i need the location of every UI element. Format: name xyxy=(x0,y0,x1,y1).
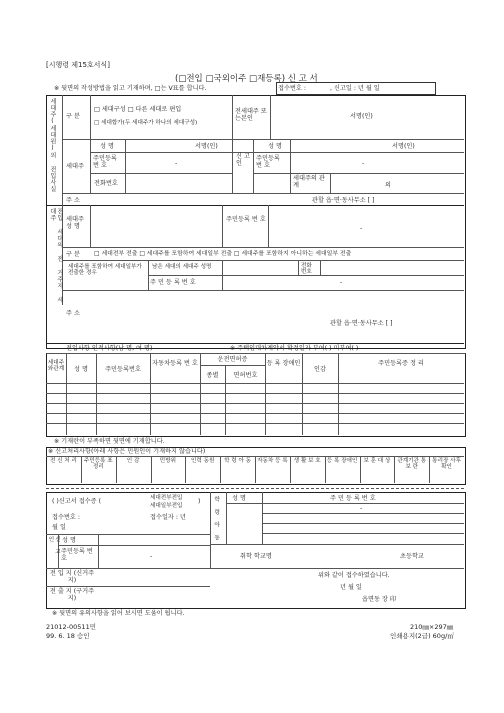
relation-label: 세대주의 관계 xyxy=(293,175,325,190)
col-seal: 인감 xyxy=(314,366,326,373)
official-seal: 읍면동 장 印 xyxy=(362,596,397,603)
reporter-signature[interactable]: 서명(인) xyxy=(392,143,415,150)
division-label: 구 분 xyxy=(66,113,80,120)
receipt-date-label: 접수일자 : 년 xyxy=(150,514,186,521)
receipt-number-label: 접수번호 : xyxy=(278,85,306,92)
old-address-label: 전 출 지 (구거주지) xyxy=(49,588,95,603)
school-child-side-label: 학 령 아 동 xyxy=(212,496,219,541)
col-name: 성 명 xyxy=(74,366,88,373)
col-rrn: 주민등록번호 xyxy=(105,366,141,373)
receipt-date: 년 월 일 xyxy=(340,584,362,591)
processing-col: 보 훈 대 상 xyxy=(363,458,391,464)
col-id-card: 주민등록증 정 리 xyxy=(378,360,424,367)
processing-col: 생 활 보 호 xyxy=(293,458,321,464)
form-number: [시행령 제15호서식] xyxy=(46,61,110,69)
prev-rrn-dash: - xyxy=(360,225,363,232)
reporter-label: 신 고 인 xyxy=(236,153,250,168)
footer-size: 210㎜×297㎜ xyxy=(410,623,454,631)
members-count: 전입사항 인적사항(남 명, 여 명) xyxy=(66,345,153,352)
processing-col: 주민등록 표 정리 xyxy=(83,458,113,471)
lease-note: ※ 주택임대차계약서 확정일자 부여( ) 미부여( ) xyxy=(230,345,359,352)
receipt-box xyxy=(276,82,436,95)
remaining-rrn-label: 주 민 등 록 번 호 xyxy=(150,279,196,286)
footer-code: 21012-00511민 xyxy=(46,623,96,631)
processing-col: 전 신 처 리 xyxy=(49,458,77,464)
processing-col: 등 록 장애인 xyxy=(326,458,358,464)
col-vehicle: 자동차등록 번 호 xyxy=(152,360,198,367)
processing-col: 학 령 아 동 xyxy=(224,458,252,464)
receipt-name-label: 성 명 xyxy=(62,537,76,544)
reporter-rrn-dash: - xyxy=(362,160,365,167)
receipt-rrn-label: 주민등록 번 호 xyxy=(61,548,93,563)
head-rrn-label: 주민등록 번 호 xyxy=(93,155,117,170)
insufficient-space-note: ※ 기재란이 부족하면 뒷면에 기재합니다. xyxy=(54,438,165,445)
receipt-bracket: ) xyxy=(198,498,201,505)
cut-line xyxy=(46,488,464,489)
office-label[interactable]: 관할 읍·면·동사무소 [ ] xyxy=(312,197,375,204)
new-address-label: 전 입 지 (신거주지) xyxy=(49,570,95,585)
prev-division-options[interactable]: □ 세대전부 전출 □ 세대주를 포함하여 세대일부 전출 □ 세대주를 포함하지 아니하는 세대일부 전출 xyxy=(94,251,352,257)
head-signature[interactable]: 서명(인) xyxy=(195,143,218,150)
child-rrn-dash: - xyxy=(360,505,363,512)
receipt-month-day: 월 일 xyxy=(52,524,66,531)
prev-division-label: 구 분 xyxy=(66,251,80,258)
footer-note: ※ 뒷면의 유의사항을 읽어 보시면 도움이 됩니다. xyxy=(52,610,185,617)
processing-col: 인 감 xyxy=(126,458,140,464)
receipt-confirm: 위와 같이 접수하였습니다. xyxy=(318,572,390,579)
remaining-head-label: 남은 세대의 세대주 성명 xyxy=(152,264,212,270)
side-label-new-residence: 세대주(세대원)의 전입사실 xyxy=(48,98,56,192)
processing-title: ※ 신고처리사항(아래 사항은 민원인이 기재하지 않습니다) xyxy=(48,448,206,455)
phone-label: 전화번호 xyxy=(94,180,118,187)
col-license: 운전면허증 xyxy=(217,356,248,363)
col-disabled: 등 록 장애인 xyxy=(266,360,301,367)
col-relation: 세대주와관계 xyxy=(47,360,65,373)
partial-move-case-label: 세대주를 포함하여 세대일부가 전출한 경우 xyxy=(68,264,142,277)
household-option-make[interactable]: □ 세대구성 □ 다른 세대로 편입 xyxy=(94,106,182,113)
receipt-slip xyxy=(46,492,466,609)
instruction-note: ※ 뒷면의 작성방법을 읽고 기재하며, □는 V표를 합니다. xyxy=(54,85,207,92)
prev-head-name-label: 세대주 성 명 xyxy=(66,216,84,231)
remaining-rrn-dash: - xyxy=(340,279,343,286)
school-name-label: 취학 학교명 xyxy=(240,553,272,560)
footer-approval: 99. 6. 18 승인 xyxy=(46,632,90,640)
report-date-label: , 신고일 : 년 월 일 xyxy=(330,85,380,92)
footer-paper: 인쇄용지(2급) 60g/㎡ xyxy=(390,632,454,640)
address-label: 주 소 xyxy=(66,197,80,204)
signature-field[interactable]: 서명(인) xyxy=(350,113,373,120)
head-rrn-dash: - xyxy=(175,160,178,167)
prev-rrn-label: 주민등록 번 호 xyxy=(226,216,266,223)
prev-head-label: 전세대주 또는본인 xyxy=(235,108,267,123)
col-license-type: 종별 xyxy=(206,372,219,379)
relation-value[interactable]: 의 xyxy=(385,182,391,189)
side-label-prev-residence: 전입 세대의 전 거주지 세대주 xyxy=(48,208,63,303)
prev-address-label: 주 소 xyxy=(66,310,80,317)
school-type: 초등학교 xyxy=(400,553,424,560)
prev-office-label[interactable]: 관할 읍·면·동사무소 [ ] xyxy=(330,320,393,327)
col-license-no: 면허번호 xyxy=(233,372,258,379)
head-name-label: 성 명 xyxy=(100,143,114,150)
reporter-name-label: 성 명 xyxy=(268,143,282,150)
receipt-no-label: 접수번호 : xyxy=(52,514,80,521)
head-label: 세대주 xyxy=(66,163,84,170)
processing-col: 민방위 xyxy=(159,458,177,464)
processing-col: 자동차 등 록 xyxy=(257,458,288,464)
receipt-title: ( )신고서 접수증 ( xyxy=(52,498,102,505)
child-rrn-label: 주 민 등 록 번 호 xyxy=(330,495,376,502)
remaining-phone-label: 전화 번호 xyxy=(301,263,312,276)
processing-col: 인력 동원 xyxy=(191,458,215,464)
processing-col: 통리장 사후확인 xyxy=(432,458,461,471)
receipt-opt-all[interactable]: 세대전부전입 xyxy=(150,495,183,501)
household-option-merge[interactable]: □ 세대합가(두 세대주가 하나의 세대구성) xyxy=(94,120,198,126)
child-name-label: 성 명 xyxy=(232,495,246,502)
receipt-rrn-dash: - xyxy=(150,553,153,560)
receipt-opt-part[interactable]: 세대일부전입 xyxy=(150,503,183,509)
processing-col: 관계기관 통 보 란 xyxy=(397,458,427,471)
form-title: (□전입 □국외이주 □재등록) 신 고 서 xyxy=(175,74,318,84)
reporter-rrn-label: 주민등록 번 호 xyxy=(256,155,280,170)
reporter-side-label: 신 고 인 xyxy=(47,536,60,555)
